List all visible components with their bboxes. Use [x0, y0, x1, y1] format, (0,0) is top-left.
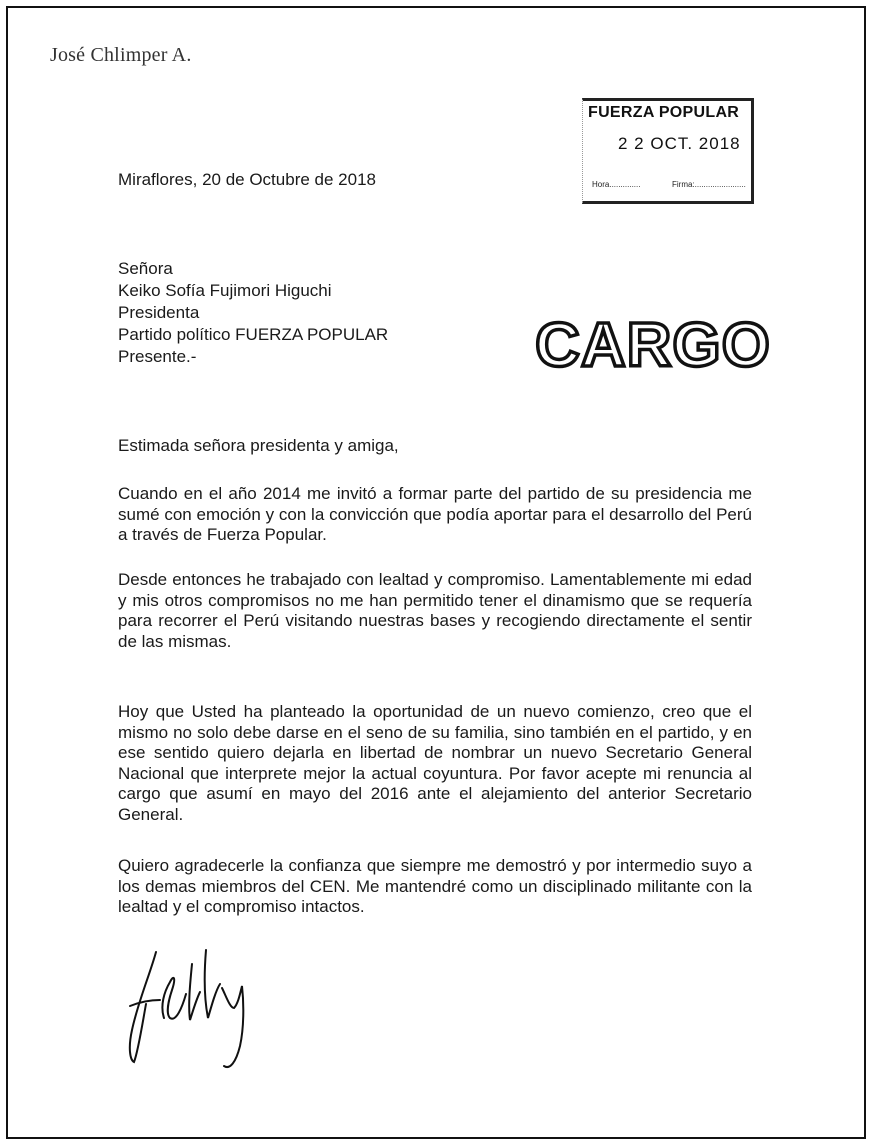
cargo-stamp	[535, 306, 771, 380]
address-line: Presente.-	[118, 347, 197, 366]
body-paragraph-2: Desde entonces he trabajado con lealtad y compromiso. Lamentablemente mi edad y mis otros compromisos no me han permitido tener el dinamismo que se requería para recorrer el Perú visitando nuestras bases y recogiendo directamente el sentir de las mismas.	[118, 570, 752, 651]
body-paragraph-1: Cuando en el año 2014 me invitó a formar parte del partido de su presidencia me sumé con emoción y con la convicción que podía aportar para el desarrollo del Perú a través de Fuerza Popular.	[118, 484, 752, 544]
stamp-hora-field: Hora..............	[592, 180, 641, 189]
cargo-stamp-text: CARGO	[535, 311, 771, 380]
salutation: Estimada señora presidenta y amiga,	[118, 436, 399, 455]
reception-stamp	[582, 98, 752, 202]
body-paragraph-4: Quiero agradecerle la confianza que siempre me demostró y por intermedio suyo a los demas miembros del CEN. Me mantendré como un disciplinado militante con la lealtad y el compromiso intactos.	[118, 856, 752, 916]
stamp-firma-field: Firma:.......................	[672, 180, 746, 189]
stamp-date: 2 2 OCT. 2018	[618, 134, 741, 153]
body-paragraph-3: Hoy que Usted ha planteado la oportunidad de un nuevo comienzo, creo que el mismo no solo debe darse en el seno de su familia, sino también en el partido, y en ese sentido quiero dejarla en libertad de nombrar un nuevo Secretario General Nacional que interprete mejor la actual coyuntura. Por favor acepte mi renuncia al cargo que asumí en mayo del 2016 ante el alejamiento del anterior Secretario General.	[118, 702, 752, 824]
stamp-organization: FUERZA POPULAR	[588, 104, 740, 121]
recipient-address	[118, 258, 388, 368]
letter-date: Miraflores, 20 de Octubre de 2018	[118, 170, 376, 189]
address-line: Señora	[118, 259, 173, 278]
letterhead-name: José Chlimper A.	[50, 44, 192, 66]
address-line: Keiko Sofía Fujimori Higuchi	[118, 281, 332, 300]
address-line: Partido político FUERZA POPULAR	[118, 325, 389, 344]
handwritten-signature	[120, 944, 270, 1074]
address-line: Presidenta	[118, 303, 200, 322]
